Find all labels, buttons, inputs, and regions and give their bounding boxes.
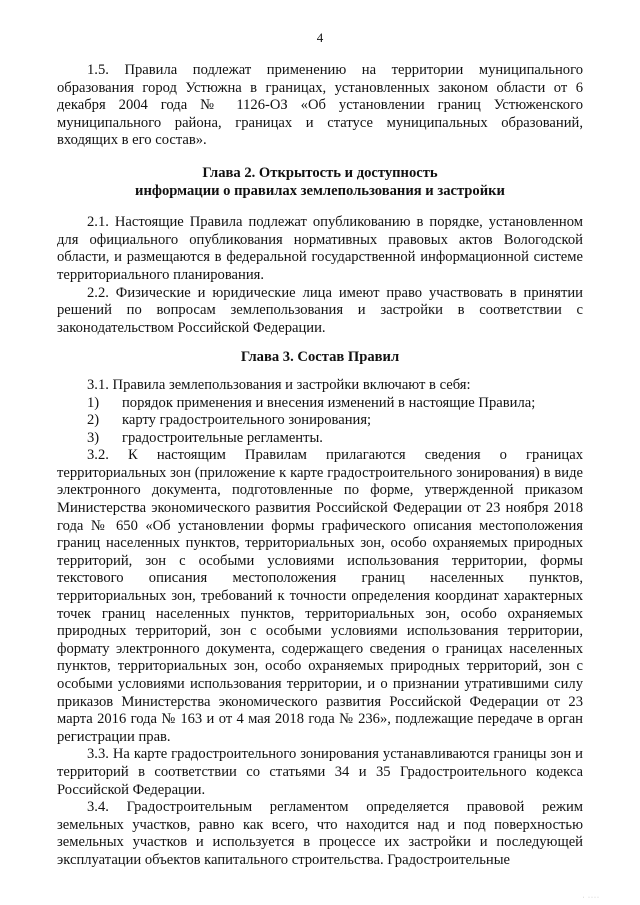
chapter-3-heading: Глава 3. Состав Правил (240, 349, 400, 366)
paragraph-1-5: 1.5. Правила подлежат применению на территории муниципального образования город Устюжна в границах, установленных законом области от 6 декабря 2004 года № 1126-ОЗ «Об установлении границ Устюженского муниципального района, границах и статусе муниципальных образований, входящих в его состав». (57, 62, 583, 149)
list-item (57, 412, 583, 430)
paragraph-3-2: 3.2. К настоящим Правилам прилагаются сведения о границах территориальных зон (приложение к карте градостроительного зонирования) в виде электронного документа, подготовленные по форме, утвержденной приказом Министерства экономического развития Российской Федерации от 23 ноября 2018 года № 650 «Об установлении формы графического описания местоположения границ населенных пунктов, территориальных зон, особо охраняемых природных территорий, зон с особыми условиями использования территории, формы текстового описания местоположения границ населенных пунктов, территориальных зон, требований к точности определения координат характерных точек границ населенных пунктов, территориальных зон, особо охраняемых природных территорий, зон с особыми условиями использования территории, формату электронного документа, содержащего сведения о границах населенных пунктов, территориальных зон, особо охраняемых природных территорий, зон с особыми условиями использования территории, и о признании утратившими силу приказов Министерства экономического развития Российской Федерации от 23 марта 2016 года № 163 и от 4 мая 2018 года № 236», подлежащие передаче в орган регистрации прав. (57, 447, 583, 745)
list-item (57, 395, 583, 413)
list-item-number: 2) (87, 412, 100, 429)
list-item-number: 1) (87, 394, 100, 411)
list-item-number: 3) (87, 429, 100, 446)
paragraph-2-2: 2.2. Физические и юридические лица имеют право участвовать в принятии решений по вопросам землепользования и застройки в соответствии с законодательством Российской Федерации. (57, 284, 583, 336)
page-number: 4 (316, 30, 324, 45)
paragraph-3-3: 3.3. На карте градостроительного зонирования устанавливаются границы зон и территорий в соответствии со статьями 34 и 35 Градостроительного кодекса Российской Федерации. (57, 746, 583, 798)
paragraph-2-1: 2.1. Настоящие Правила подлежат опубликованию в порядке, установленном для официального опубликования нормативных правовых актов Вологодской области, и размещаются в федеральной государственной информационной системе территориального планирования. (57, 214, 583, 283)
document-body (57, 62, 583, 870)
chapter-2-title-line-1: Глава 2. Открытость и доступность (202, 164, 438, 181)
list-item-text: градостроительные регламенты. (122, 429, 323, 446)
paragraph-3-4: 3.4. Градостроительным регламентом определяется правовой режим земельных участков, равно как всего, что находится над и под поверхностью земельных участков и используется в процессе их застройки и последующей эксплуатации объектов капитального строительства. Градостроительные (57, 799, 583, 868)
list-item (57, 430, 583, 448)
list-item-text: порядок применения и внесения изменений в настоящие Правила; (122, 394, 536, 411)
paragraph-3-1: 3.1. Правила землепользования и застройки включают в себя: (87, 376, 471, 393)
chapter-2-heading (57, 165, 583, 200)
chapter-2-title-line-2: информации о правилах землепользования и застройки (135, 182, 505, 199)
scan-mark: · ···· (582, 895, 600, 901)
list-item-text: карту градостроительного зонирования; (122, 412, 372, 429)
